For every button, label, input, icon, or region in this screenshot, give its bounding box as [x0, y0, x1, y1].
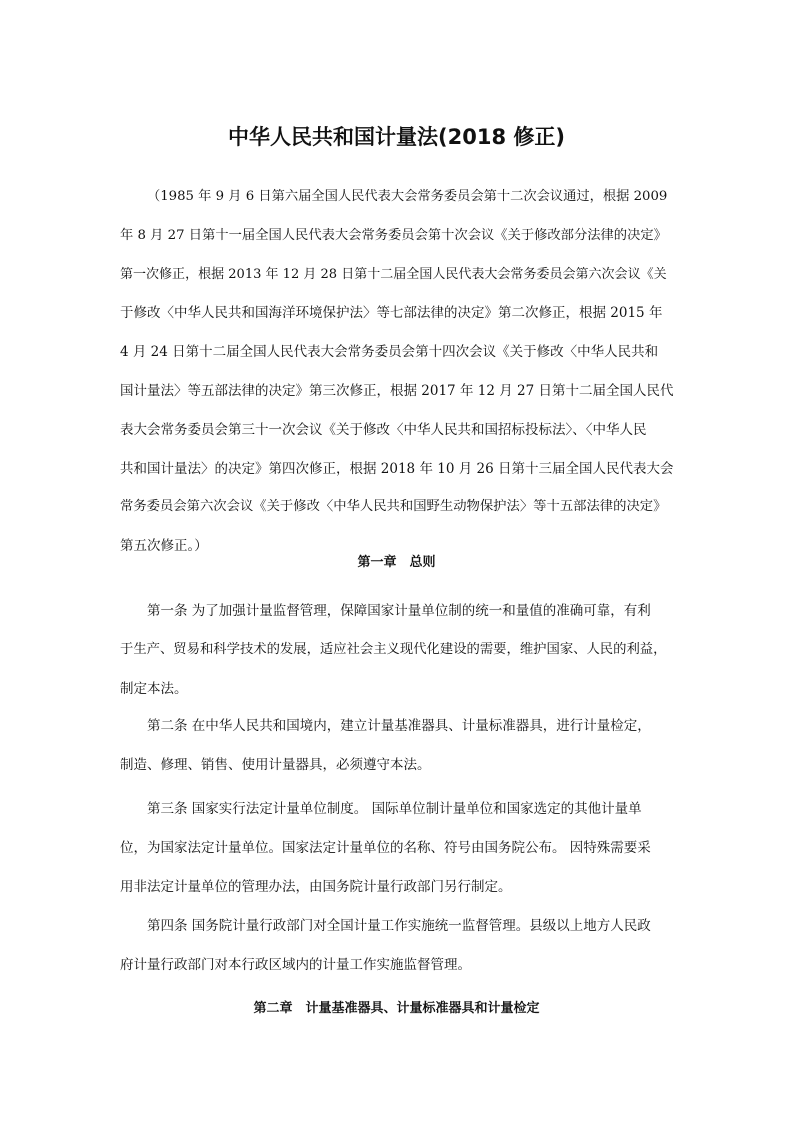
document-title: 中华人民共和国计量法(2018 修正)	[228, 125, 565, 149]
article-1	[120, 592, 673, 708]
preamble-paragraph	[120, 178, 673, 566]
article-line: 第三条 国家实行法定计量单位制度。 国际单位制计量单位和国家选定的其他计量单	[147, 801, 642, 817]
article-line: 府计量行政部门对本行政区域内的计量工作实施监督管理。	[120, 956, 471, 973]
article-line: 制造、修理、销售、使用计量器具，必须遵守本法。	[120, 756, 431, 773]
preamble-line: 于修改〈中华人民共和国海洋环境保护法〉等七部法律的决定》第二次修正，根据 2015 年	[120, 305, 663, 322]
preamble-line: 国计量法〉等五部法律的决定》第三次修正，根据 2017 年 12 月 27 日第十二届全国人民代	[120, 382, 674, 399]
article-line: 位，为国家法定计量单位。国家法定计量单位的名称、符号由国务院公布。 因特殊需要采	[120, 839, 651, 856]
preamble-line: 常务委员会第六次会议《关于修改〈中华人民共和国野生动物保护法〉等十五部法律的决定》	[120, 499, 667, 515]
preamble-line: 年 8 月 27 日第十一届全国人民代表大会常务委员会第十次会议《关于修改部分法律的决定》	[120, 227, 667, 243]
article-3	[120, 790, 673, 906]
chapter2-heading: 第二章 计量基准器具、计量标准器具和计量检定	[253, 1001, 540, 1016]
preamble-line: 第五次修正。）	[120, 538, 208, 555]
article-4	[120, 907, 673, 985]
chapter1-heading: 第一章 总则	[357, 555, 436, 570]
preamble-line: 表大会常务委员会第三十一次会议《关于修改〈中华人民共和国招标投标法〉、〈中华人民	[120, 421, 647, 438]
article-line: 于生产、贸易和科学技术的发展，适应社会主义现代化建设的需要，维护国家、人民的利益，	[120, 641, 667, 657]
article-line: 第二条 在中华人民共和国境内，建立计量基准器具、计量标准器具，进行计量检定，	[147, 718, 651, 734]
preamble-line: 共和国计量法〉的决定》第四次修正，根据 2018 年 10 月 26 日第十三届全国人民代表大会	[120, 460, 674, 477]
preamble-line: 4 月 24 日第十二届全国人民代表大会常务委员会第十四次会议《关于修改〈中华人民共和	[120, 344, 659, 361]
article-2	[120, 707, 673, 785]
preamble-line: 第一次修正，根据 2013 年 12 月 28 日第十二届全国人民代表大会常务委员会第六次会议《关	[120, 266, 667, 282]
article-line: 第四条 国务院计量行政部门对全国计量工作实施统一监督管理。县级以上地方人民政	[147, 918, 651, 934]
article-line: 第一条 为了加强计量监督管理，保障国家计量单位制的统一和量值的准确可靠，有利	[147, 603, 651, 619]
article-line: 制定本法。	[120, 680, 188, 697]
preamble-line: （1985 年 9 月 6 日第六届全国人民代表大会常务委员会第十二次会议通过，根据 2009	[147, 189, 668, 204]
article-line: 用非法定计量单位的管理办法，由国务院计量行政部门另行制定。	[120, 878, 512, 895]
